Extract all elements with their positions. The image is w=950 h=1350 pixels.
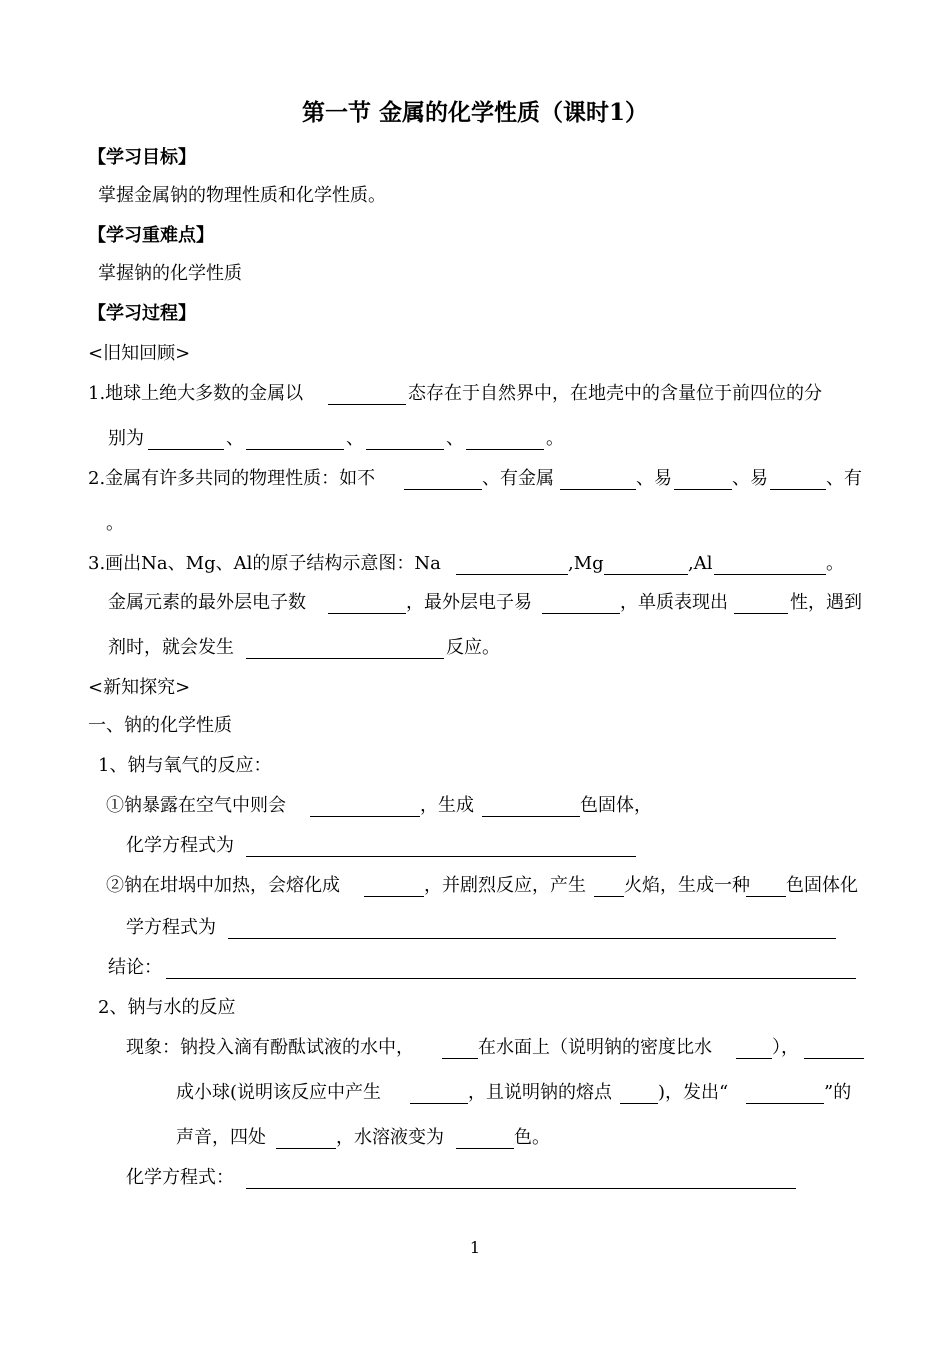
page-title: 第一节 金属的化学性质（课时1） [301,99,648,126]
q2-text-d: 、易 [732,468,768,489]
s1b-blank-1[interactable] [364,896,424,897]
q1-sep-3: 、 [446,428,464,449]
phen-text-b: 在水面上（说明钠的密度比水 [478,1037,712,1058]
s1b-text-d: 色固体化 [786,875,858,896]
q2-text-a: 2.金属有许多共同的物理性质：如不 [88,468,376,489]
q3-blank-na[interactable] [456,574,568,575]
phen-l2-a: 成小球(说明该反应中产生 [176,1082,382,1103]
q2-blank-3[interactable] [674,489,732,490]
phen-blank-mp[interactable] [620,1103,658,1104]
q2-blank-1[interactable] [404,489,482,490]
s1a-equation-label: 化学方程式为 [126,835,234,856]
section-1-title: 一、钠的化学性质 [88,715,232,736]
q3-blank-electrons[interactable] [328,613,406,614]
goal-heading: 【学习目标】 [88,147,196,168]
s1b-blank-3[interactable] [746,896,786,897]
phen-l2-d: ”的 [824,1082,852,1103]
phen-l3-a: 声音，四处 [176,1127,266,1148]
phen-l2-b: ，且说明钠的熔点 [468,1082,612,1103]
conclusion-blank[interactable] [166,978,856,979]
process-heading: 【学习过程】 [88,303,196,324]
phen-l3-c: 色。 [514,1127,550,1148]
q1-blank-state[interactable] [328,404,406,405]
q2-text-b: 、有金属 [482,468,554,489]
q3-l2-d: 性，遇到 [790,592,862,613]
q3-l3-b: 反应。 [446,637,500,658]
q3-l2-b: ，最外层电子易 [406,592,532,613]
q3-blank-al[interactable] [714,574,826,575]
q2-blank-4[interactable] [770,489,826,490]
q3-l2-c: ，单质表现出 [620,592,728,613]
phen-l2-c: )，发出“ [658,1082,729,1103]
q3-l2-a: 金属元素的最外层电子数 [108,592,306,613]
q1-text-b: 态存在于自然界中，在地壳中的含量位于前四位的分 [408,383,822,404]
s1a-equation-blank[interactable] [246,856,636,857]
q3-text-b: ,Mg [568,553,604,574]
page-number: 1 [469,1238,481,1257]
s1a-blank-2[interactable] [482,816,580,817]
subsection-2-title: 2、钠与水的反应 [98,997,236,1018]
goal-text: 掌握金属钠的物理性质和化学性质。 [98,185,386,206]
s1b-text-c: 火焰，生成一种 [624,875,750,896]
phen-blank-float[interactable] [442,1058,478,1059]
q1-blank-1[interactable] [148,449,224,450]
conclusion-label: 结论： [108,957,162,978]
q2-text-e: 、有 [826,468,862,489]
q3-blank-lose[interactable] [542,613,620,614]
subsection-1-title: 1、钠与氧气的反应： [98,755,272,776]
q2-text-c: 、易 [636,468,672,489]
s1b-equation-label: 学方程式为 [126,917,216,938]
q1-text-c: 别为 [108,428,144,449]
s1a-blank-1[interactable] [310,816,420,817]
review-heading: <旧知回顾> [88,343,191,364]
q1-sep-2: 、 [346,428,364,449]
phen-text-a: 现象：钠投入滴有酚酞试液的水中， [126,1037,414,1058]
phen-blank-color[interactable] [456,1148,514,1149]
q3-blank-reaction[interactable] [246,658,444,659]
s1a-text-b: ，生成 [420,795,474,816]
equation-2-blank[interactable] [246,1188,796,1189]
q1-end: 。 [546,428,564,449]
phen-blank-sound[interactable] [746,1103,824,1104]
key-heading: 【学习重难点】 [88,225,214,246]
q1-blank-3[interactable] [366,449,444,450]
equation-2-label: 化学方程式： [126,1167,234,1188]
s1a-text-c: 色固体， [580,795,652,816]
s1b-text-b: ，并剧烈反应，产生 [424,875,586,896]
phen-text-c: ）， [772,1037,799,1058]
phen-blank-density[interactable] [736,1058,772,1059]
q3-l3-a: 剂时，就会发生 [108,637,234,658]
s1b-blank-2[interactable] [594,896,624,897]
s1b-equation-blank[interactable] [228,938,836,939]
q3-blank-property[interactable] [734,613,788,614]
q3-end: 。 [826,553,844,574]
s1b-text-a: ②钠在坩埚中加热，会熔化成 [106,875,340,896]
q2-end: 。 [106,513,124,534]
key-text: 掌握钠的化学性质 [98,263,242,284]
q1-blank-2[interactable] [246,449,344,450]
new-heading: <新知探究> [88,677,191,698]
phen-blank-melt[interactable] [804,1058,864,1059]
q3-blank-mg[interactable] [604,574,688,575]
q3-text-c: ,Al [688,553,713,574]
q2-blank-2[interactable] [560,489,636,490]
q1-sep-1: 、 [226,428,244,449]
s1a-text-a: ①钠暴露在空气中则会 [106,795,286,816]
phen-blank-move[interactable] [276,1148,336,1149]
phen-blank-heat[interactable] [410,1103,468,1104]
q3-text-a: 3.画出Na、Mg、Al的原子结构示意图：Na [88,553,441,574]
phen-l3-b: ，水溶液变为 [336,1127,444,1148]
q1-blank-4[interactable] [466,449,544,450]
q1-text-a: 1.地球上绝大多数的金属以 [88,383,304,404]
